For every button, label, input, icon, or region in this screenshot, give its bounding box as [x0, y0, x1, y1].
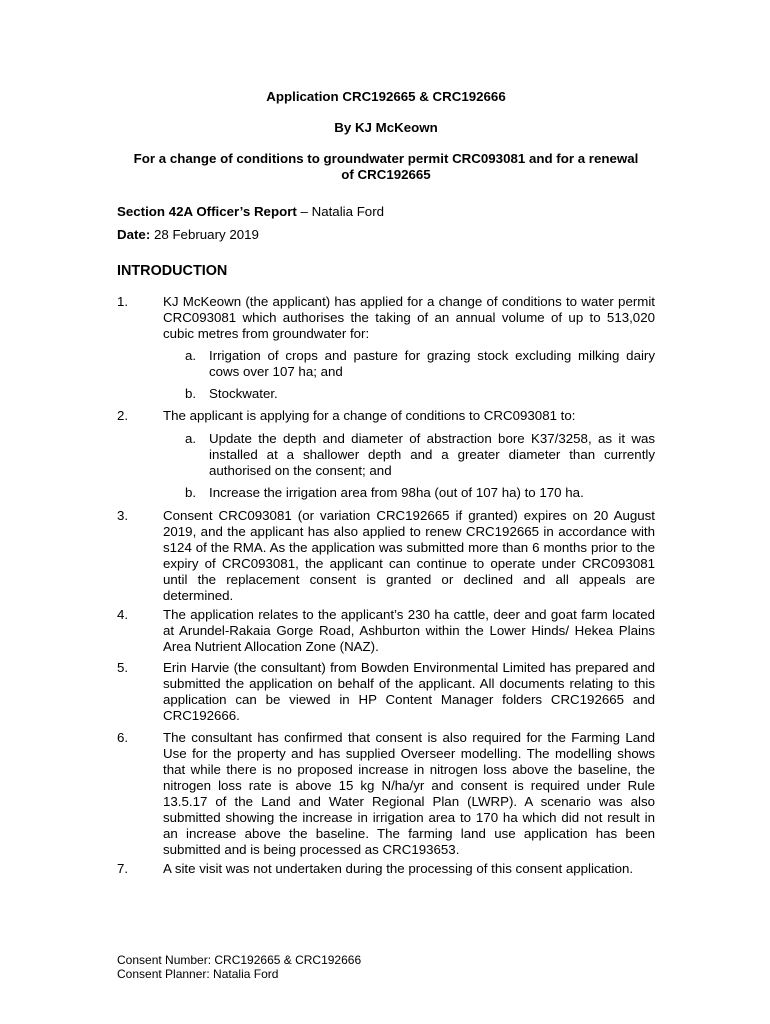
list-item-text: Increase the irrigation area from 98ha (out of 107 ha) to 170 ha.: [209, 485, 584, 500]
list-item-letter: b.: [185, 386, 197, 401]
report-label: Section 42A Officer’s Report: [117, 204, 297, 219]
list-item-letter: b.: [185, 485, 197, 500]
paragraph-text: KJ McKeown (the applicant) has applied for a change of conditions to water permit CRC093081 which authorises the taking of an annual volume of up to 513,020 cubic metres from groundwater for:: [163, 294, 655, 341]
list-item-letter: a.: [185, 431, 197, 446]
paragraph-text: The applicant is applying for a change of conditions to CRC093081 to:: [163, 408, 576, 423]
paragraph-number: 7.: [117, 861, 129, 876]
document-title: Application CRC192665 & CRC192666: [266, 89, 506, 104]
paragraph-number: 4.: [117, 607, 129, 622]
paragraph-number: 3.: [117, 508, 129, 523]
paragraph-number: 6.: [117, 730, 129, 745]
paragraph-text: Erin Harvie (the consultant) from Bowden Environmental Limited has prepared and submitted the application on behalf of the applicant. All documents relating to this application can be viewed in HP Content Manager folders CRC192665 and CRC192666.: [163, 660, 655, 723]
paragraph-text: The consultant has confirmed that consent is also required for the Farming Land Use for the property and has supplied Overseer modelling. The modelling shows that while there is no proposed increase in nitrogen loss above the baseline, the nitrogen loss rate is above 15 kg N/ha/yr and consent is required under Rule 13.5.17 of the Land and Water Regional Plan (LWRP). A scenario was also submitted showing the increase in irrigation area to 170 ha which did not result in an increase above the baseline. The farming land use application has been submitted and is being processed as CRC193653.: [163, 730, 655, 857]
page-footer: [117, 953, 361, 981]
paragraph-text: Consent CRC093081 (or variation CRC192665 if granted) expires on 20 August 2019, and the applicant has also applied to renew CRC192665 in accordance with s124 of the RMA. As the application was submitted more than 6 months prior to the expiry of CRC093081, the applicant can continue to operate under CRC093081 until the replacement consent is granted or declined and all appeals are determined.: [163, 508, 655, 603]
list-item-text: Update the depth and diameter of abstraction bore K37/3258, as it was installed at a shallower depth and a greater diameter than currently authorised on the consent; and: [209, 431, 655, 478]
document-byline: By KJ McKeown: [334, 120, 438, 135]
list-item-text: Stockwater.: [209, 386, 278, 401]
list-item-text: Irrigation of crops and pasture for grazing stock excluding milking dairy cows over 107 ha; and: [209, 348, 655, 379]
paragraph-text: The application relates to the applicant’s 230 ha cattle, deer and goat farm located at Arundel-Rakaia Gorge Road, Ashburton within the Lower Hinds/ Hekea Plains Area Nutrient Allocation Zone (NAZ).: [163, 607, 655, 654]
paragraph-number: 2.: [117, 408, 129, 423]
date-line: [117, 227, 259, 243]
paragraph-number: 1.: [117, 294, 129, 309]
paragraph-number: 5.: [117, 660, 129, 675]
report-author: – Natalia Ford: [300, 204, 385, 219]
date-label: Date:: [117, 227, 151, 242]
paragraph-text: A site visit was not undertaken during the processing of this consent application.: [163, 861, 634, 876]
footer-consent-planner: Consent Planner: Natalia Ford: [117, 967, 279, 981]
document-subtitle: For a change of conditions to groundwater permit CRC093081 and for a renewal of CRC192665: [133, 151, 639, 182]
date-value: 28 February 2019: [153, 227, 259, 242]
section-heading: INTRODUCTION: [117, 263, 228, 279]
footer-consent-number: Consent Number: CRC192665 & CRC192666: [117, 953, 362, 967]
report-line: [117, 204, 384, 220]
list-item-letter: a.: [185, 348, 197, 363]
